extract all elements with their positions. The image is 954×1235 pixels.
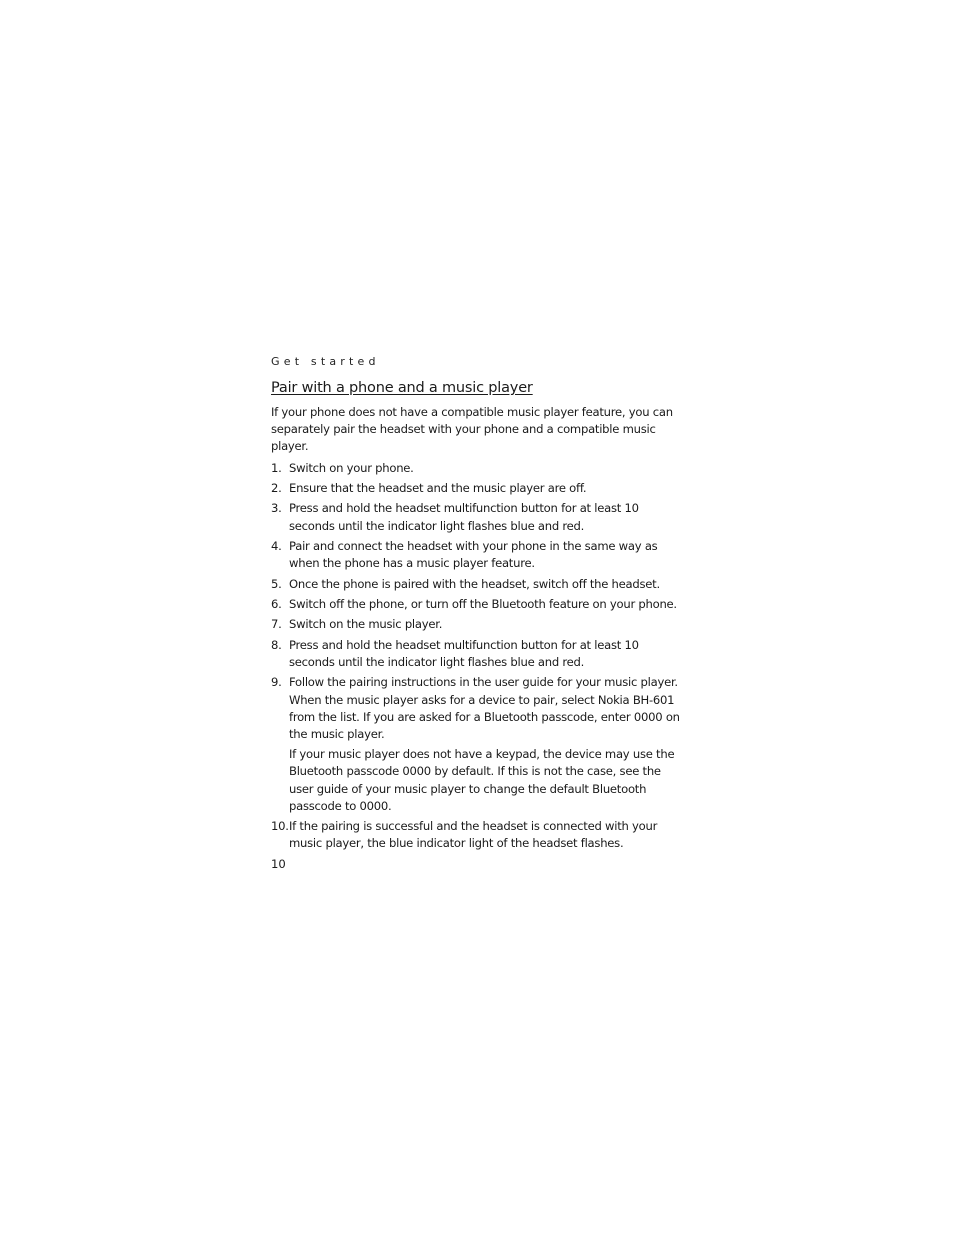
section-header: Get started (271, 355, 380, 368)
step-text: Press and hold the headset multifunction button for at least 10 seconds until the indicator light flashes blue and red. (289, 501, 639, 533)
step-number: 6. (271, 596, 282, 611)
step-text: Follow the pairing instructions in the user guide for your music player. When the music player asks for a device to pair, select Nokia BH-601 from the list. If you are asked for a Bluetooth passcode, enter 0000 on the music player. (289, 675, 680, 741)
step-text: Pair and connect the headset with your phone in the same way as when the phone has a music player feature. (289, 538, 658, 571)
step-text: Switch on the music player. (289, 617, 443, 632)
step-text: Ensure that the headset and the music player are off. (289, 481, 587, 495)
step-number: 4. (271, 538, 282, 553)
step-3 (271, 500, 681, 534)
page-number: 10 (271, 857, 286, 871)
step-text: If the pairing is successful and the headset is connected with your music player, the blue indicator light of the headset flashes. (289, 819, 658, 851)
step-8 (271, 637, 681, 671)
step-5 (271, 576, 681, 593)
step-number: 10. (271, 819, 289, 834)
step-text: Switch on your phone. (289, 460, 414, 475)
step-number: 5. (271, 576, 282, 591)
step-number: 7. (271, 617, 282, 632)
step-note: If your music player does not have a keypad, the device may use the Bluetooth passcode 0000 by default. If this is not the case, see the user guide of your music player to change the default Bluetooth passcode to 0000. (289, 747, 675, 813)
step-4 (271, 538, 681, 572)
step-text: Switch off the phone, or turn off the Bluetooth feature on your phone. (289, 596, 677, 611)
step-number: 8. (271, 637, 282, 652)
intro-paragraph: If your phone does not have a compatible music player feature, you can separately pair the headset with your phone and a compatible music player. (271, 405, 673, 454)
step-number: 2. (271, 481, 282, 495)
step-10 (271, 818, 681, 852)
content-body (271, 404, 681, 856)
step-6 (271, 596, 681, 613)
step-7 (271, 616, 681, 633)
step-text: Once the phone is paired with the headset, switch off the headset. (289, 576, 660, 591)
step-number: 1. (271, 460, 282, 475)
step-2 (271, 480, 681, 497)
step-number: 9. (271, 675, 282, 690)
page-title: Pair with a phone and a music player (271, 380, 533, 396)
step-9 (271, 674, 681, 815)
step-1 (271, 460, 681, 477)
step-number: 3. (271, 501, 282, 516)
step-text: Press and hold the headset multifunction button for at least 10 seconds until the indicator light flashes blue and red. (289, 637, 639, 669)
